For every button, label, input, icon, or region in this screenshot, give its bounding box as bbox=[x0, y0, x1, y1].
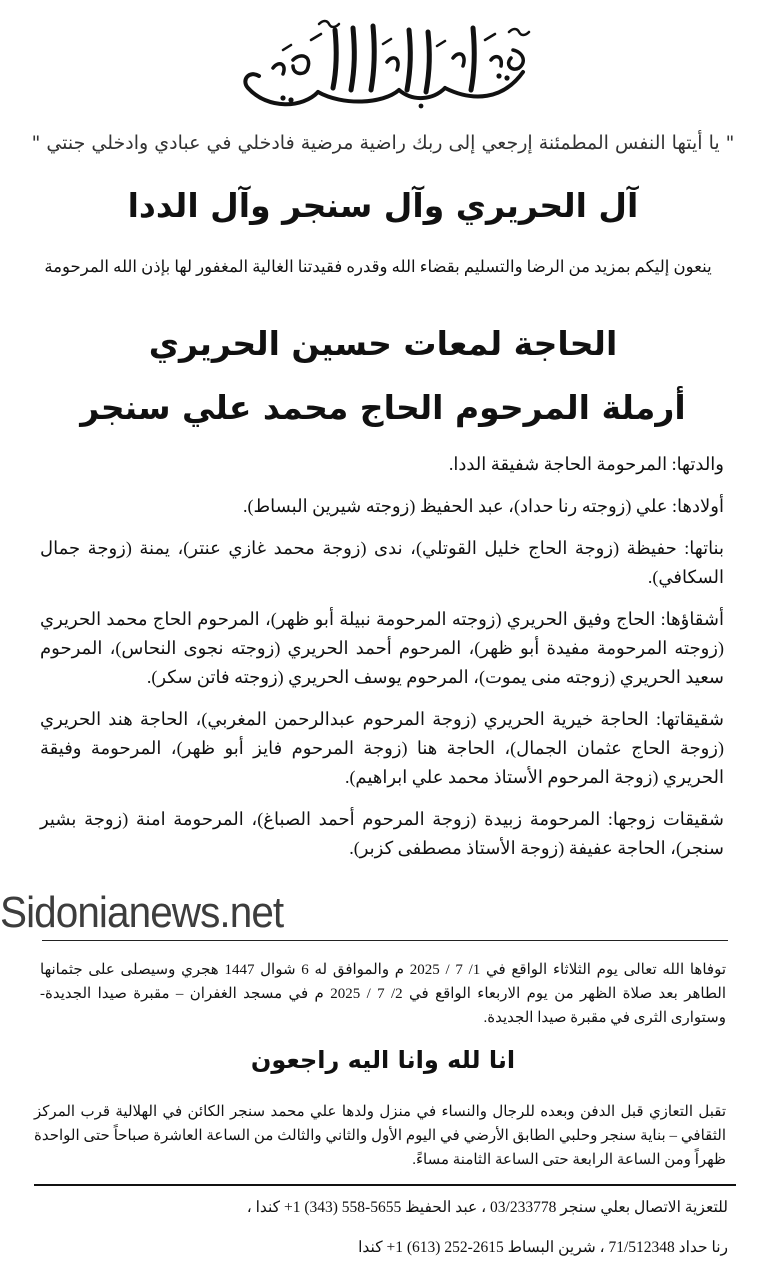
contact-line-2: رنا حداد 71/512348 ، شرين البساط 2615-252 (613) 1+ كندا bbox=[358, 1239, 728, 1256]
families-title: آل الحريري وآل سنجر وآل الددا bbox=[127, 186, 639, 225]
announcement-text: ينعون إليكم بمزيد من الرضا والتسليم بقضاء الله وقدره فقيدتنا الغالية المغفور لها بإذن الله المرحومة bbox=[44, 257, 712, 276]
funeral-details bbox=[40, 958, 726, 1030]
divider-top bbox=[42, 940, 728, 941]
condolences-details bbox=[34, 1100, 726, 1172]
quran-verse: " يا أيتها النفس المطمئنة إرجعي إلى ربك راضية مرضية فادخلي في عبادي وادخلي جنتي " bbox=[31, 132, 735, 154]
husband-sisters-line: شقيقات زوجها: المرحومة زبيدة (زوجة المرحوم أحمد الصباغ)، المرحومة امنة (زوجة بشير سنجر)، الحاجة عفيفة (زوجة الأستاذ مصطفى كزبر). bbox=[40, 809, 724, 858]
mother-line: والدتها: المرحومة الحاجة شفيقة الددا. bbox=[448, 454, 724, 474]
relatives-section bbox=[40, 450, 724, 876]
istirja-phrase: انا لله وانا اليه راجعون bbox=[250, 1046, 516, 1074]
contact-line-1: للتعزية الاتصال بعلي سنجر 03/233778 ، عبد الحفيظ 5655-558 (343) 1+ كندا ، bbox=[246, 1199, 728, 1216]
sisters-line: شقيقاتها: الحاجة خيرية الحريري (زوجة المرحوم عبدالرحمن المغربي)، الحاجة هند الحريري (زوجة الحاج عثمان الجمال)، الحاجة هنا (زوجة المرحوم فايز أبو ظهر)، المرحومة وفيقة الحريري (زوجة المرحوم الأستاذ محمد علي ابراهيم). bbox=[40, 709, 724, 787]
calligraphy-icon bbox=[223, 10, 543, 115]
funeral-text: توفاها الله تعالى يوم الثلاثاء الواقع في 1/ 7 / 2025 م والموافق له 6 شوال 1447 هجري وسيصلى على جثمانها الطاهر بعد صلاة الظهر من يوم الاربعاء الواقع في 2/ 7 / 2025 م في مسجد الغفران – مقبرة صيدا الجديدة- وستوارى الثرى في مقبرة صيدا الجديدة. bbox=[40, 962, 727, 1026]
sons-line: أولادها: علي (زوجته رنا حداد)، عبد الحفيظ (زوجته شيرين البساط). bbox=[242, 496, 724, 516]
watermark: Sidonianews.net bbox=[0, 888, 284, 937]
deceased-name: الحاجة لمعات حسين الحريري bbox=[148, 324, 618, 363]
brothers-line: أشقاؤها: الحاج وفيق الحريري (زوجته المرحومة نبيلة أبو ظهر)، المرحوم الحاج محمد الحريري (زوجته المرحومة مفيدة أبو ظهر)، المرحوم أحمد الحريري (زوجته نجوى النحاس)، المرحوم سعيد الحريري (زوجته منى يموت)، المرحوم يوسف الحريري (زوجته فاتن سكر). bbox=[40, 609, 724, 687]
widow-of-title: أرملة المرحوم الحاج محمد علي سنجر bbox=[80, 388, 686, 427]
daughters-line: بناتها: حفيظة (زوجة الحاج خليل القوتلي)، ندى (زوجة محمد غازي عنتر)، يمنة (زوجة جمال السكافي). bbox=[40, 538, 724, 587]
condolences-text: تقبل التعازي قبل الدفن وبعده للرجال والنساء في منزل ولدها علي محمد سنجر الكائن في الهلالية قرب المركز الثقافي – بناية سنجر وحلبي الطابق الأرضي في اليوم الأول والثاني والثالث من الساعة العاشرة صباحاً حتى الواحدة ظهراً ومن الساعة الرابعة حتى الساعة الثامنة مساءً. bbox=[34, 1104, 726, 1168]
divider-bottom bbox=[34, 1184, 736, 1186]
calligraphy-header bbox=[0, 10, 766, 120]
